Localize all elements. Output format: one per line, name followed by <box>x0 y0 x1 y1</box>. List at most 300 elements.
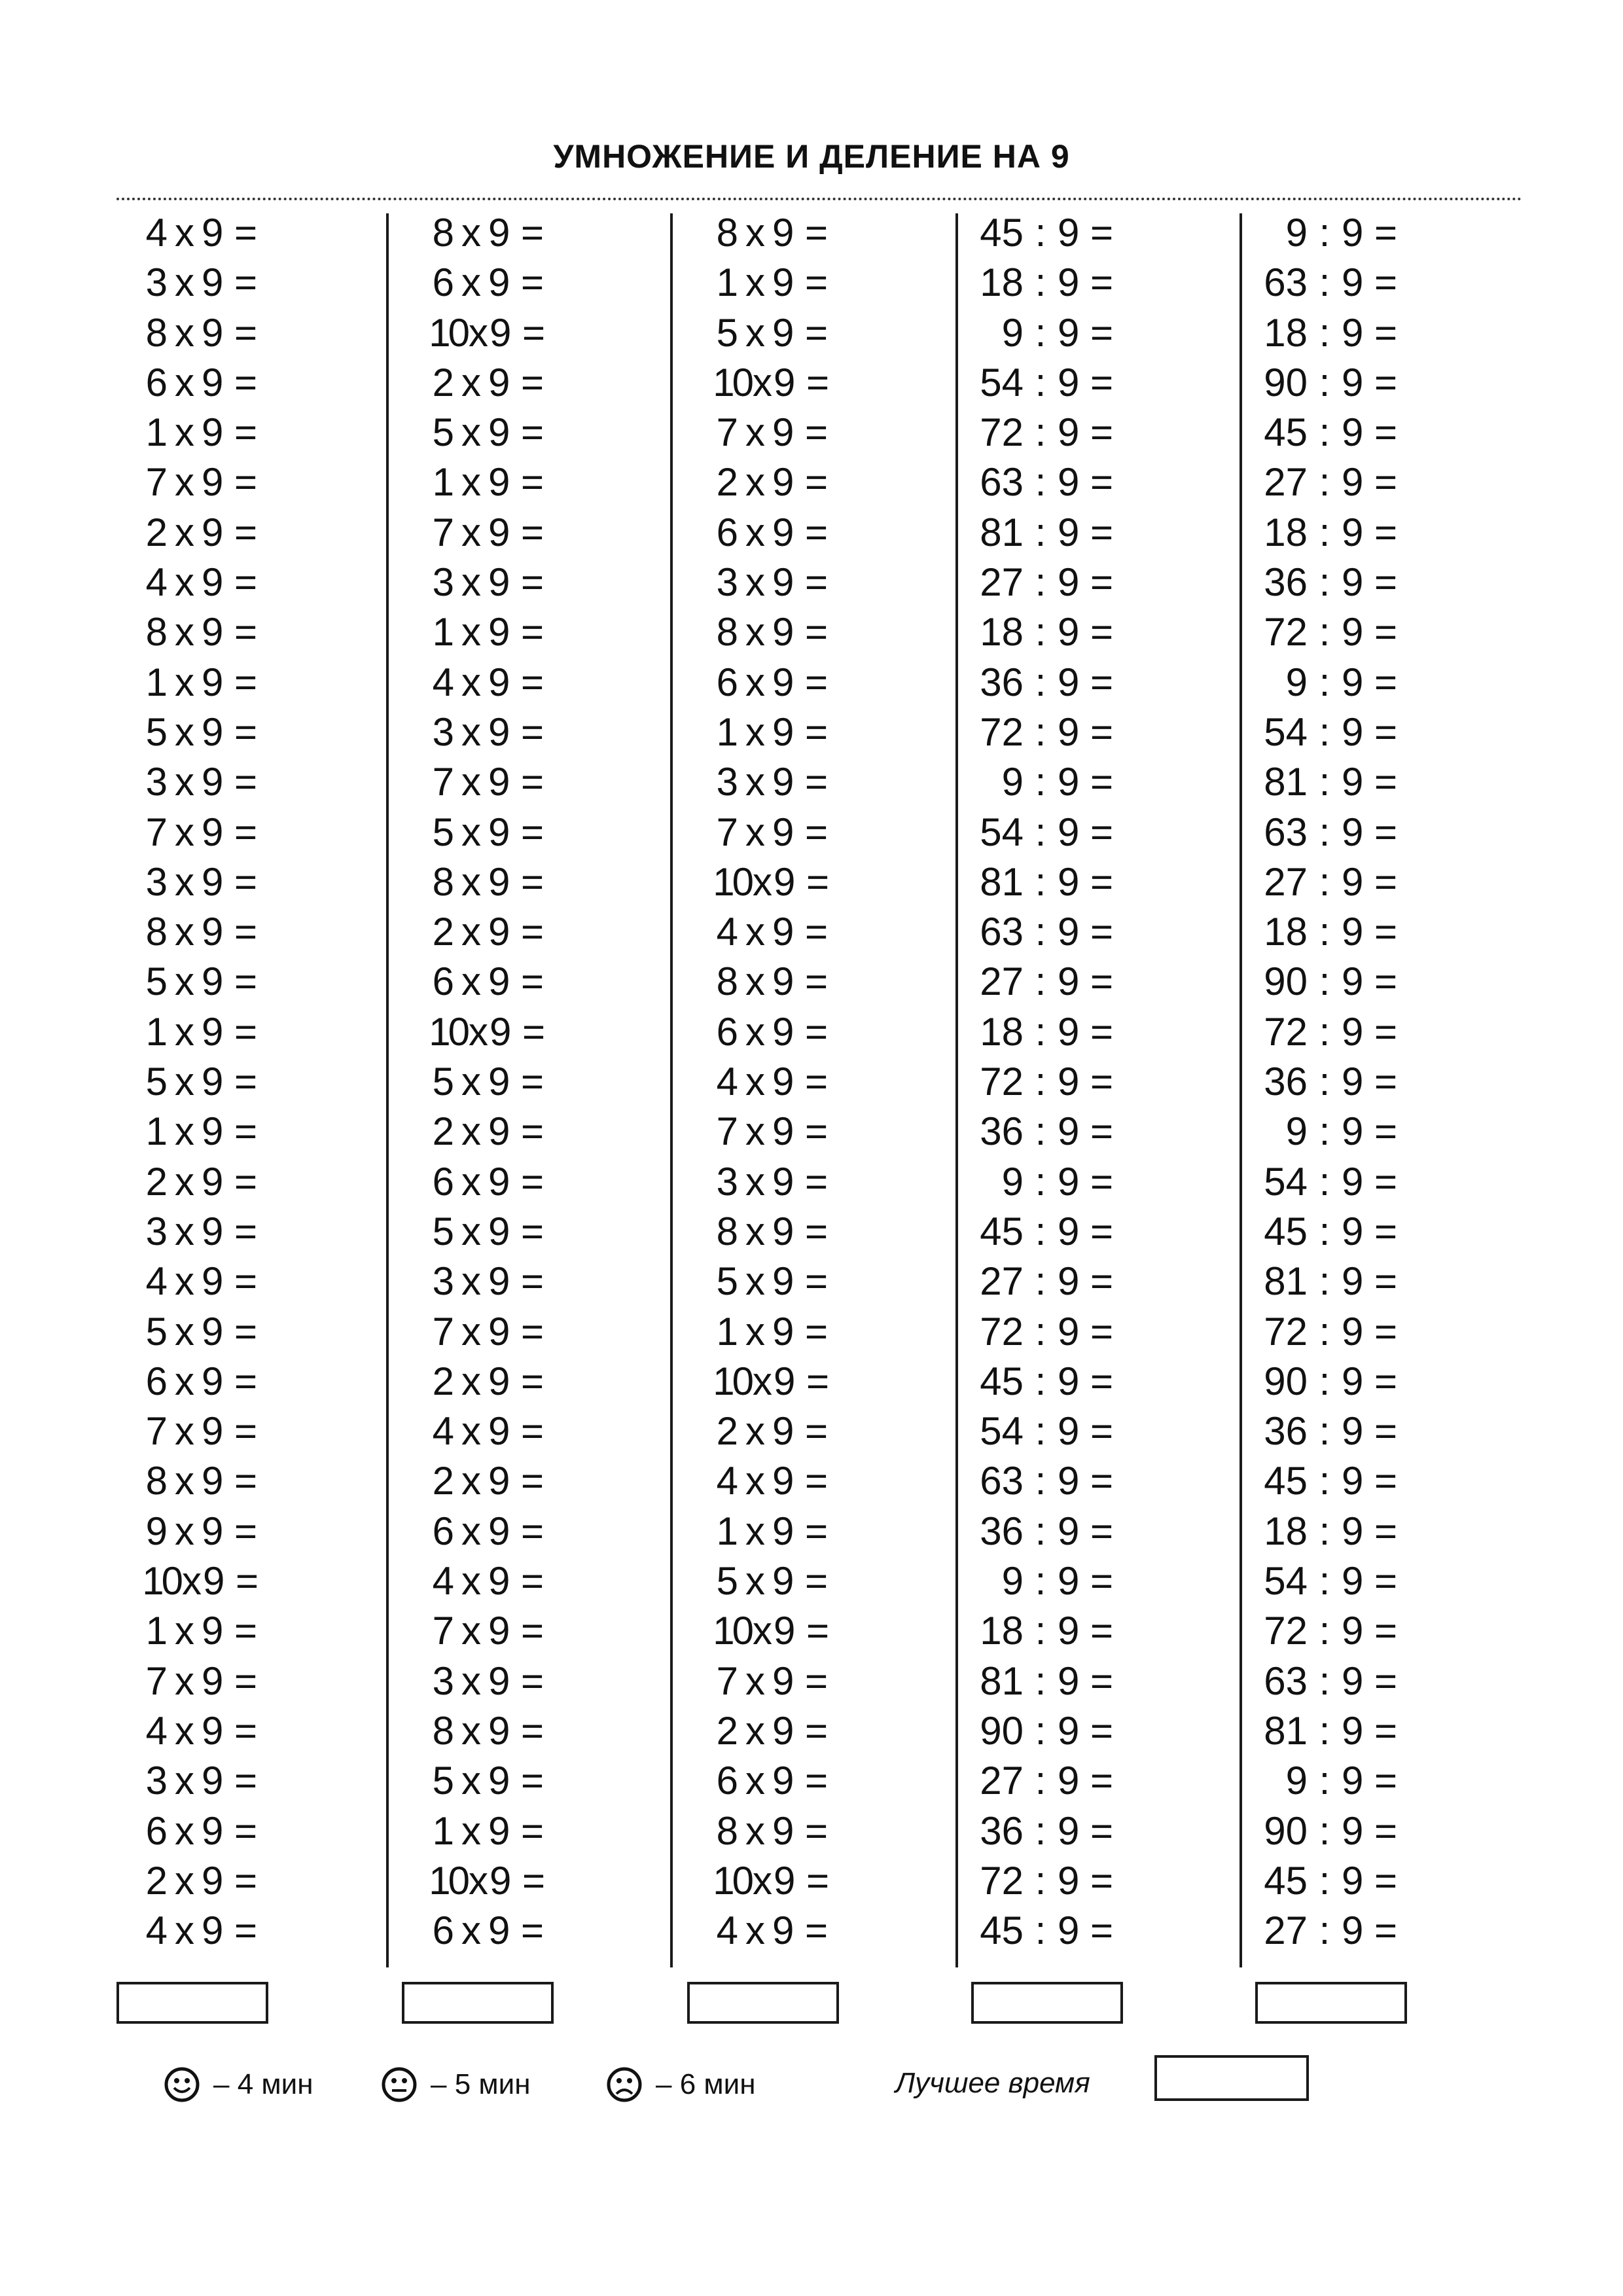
operand-b: 9 <box>1342 1259 1364 1304</box>
operand-a: 9 <box>1285 1109 1308 1154</box>
exercise-row <box>116 1307 378 1357</box>
operand-b: 9 <box>202 1609 224 1653</box>
operator: x <box>175 211 194 255</box>
operand-b: 9 <box>1058 560 1080 605</box>
operator: : <box>1319 1009 1330 1054</box>
exercise-row <box>116 558 378 607</box>
operator: x <box>745 1060 765 1104</box>
operand-a: 4 <box>716 910 738 954</box>
exercise-row <box>116 1706 378 1756</box>
operand-a: 10 <box>713 1609 751 1653</box>
exercise-row <box>116 1157 378 1207</box>
operator: x <box>461 560 481 605</box>
operand-a: 5 <box>145 1060 168 1104</box>
operator: : <box>1319 760 1330 804</box>
operator: : <box>1035 560 1046 605</box>
operand-a: 6 <box>432 260 454 305</box>
equals-sign: = <box>521 211 544 255</box>
operand-b: 9 <box>1342 1459 1364 1503</box>
operator: : <box>1035 709 1046 754</box>
exercise-row <box>116 258 378 308</box>
equals-sign: = <box>1090 1159 1114 1204</box>
operator: : <box>1035 1409 1046 1454</box>
exercise-row <box>1257 1407 1518 1456</box>
operand-a: 45 <box>980 211 1024 255</box>
operand-b: 9 <box>202 310 224 355</box>
exercise-column-4 <box>955 208 1217 1966</box>
operand-a: 1 <box>145 1109 168 1154</box>
exercise-row <box>687 457 949 507</box>
operand-a: 6 <box>716 660 738 704</box>
neutral-face-icon <box>380 2065 419 2104</box>
equals-sign: = <box>1374 410 1398 455</box>
equals-sign: = <box>1090 260 1114 305</box>
operator: x <box>175 910 194 954</box>
operand-a: 63 <box>1264 810 1308 854</box>
operand-a: 4 <box>716 1909 738 1953</box>
operand-a: 7 <box>432 1309 454 1354</box>
operand-a: 3 <box>432 1659 454 1703</box>
equals-sign: = <box>234 810 258 854</box>
operator: x <box>175 1060 194 1104</box>
score-box-2[interactable] <box>402 1982 554 2024</box>
exercise-row <box>687 1407 949 1456</box>
equals-sign: = <box>1090 1309 1114 1354</box>
operand-a: 27 <box>1264 859 1308 904</box>
exercise-row <box>403 457 665 507</box>
operand-b: 9 <box>1342 1609 1364 1653</box>
operand-b: 9 <box>772 1109 794 1154</box>
operand-b: 9 <box>202 1509 224 1553</box>
equals-sign: = <box>521 410 544 455</box>
operand-b: 9 <box>202 859 224 904</box>
exercise-row <box>1257 1507 1518 1556</box>
operand-b: 9 <box>490 1858 512 1903</box>
operator: : <box>1319 360 1330 404</box>
score-box-4[interactable] <box>971 1982 1123 2024</box>
operand-a: 1 <box>432 610 454 655</box>
exercise-row <box>687 1706 949 1756</box>
exercise-list <box>116 208 378 1956</box>
operand-b: 9 <box>202 460 224 505</box>
score-box-5[interactable] <box>1255 1982 1407 2024</box>
equals-sign: = <box>1374 610 1398 655</box>
operator: x <box>745 460 765 505</box>
operand-a: 2 <box>145 510 168 554</box>
exercise-row <box>116 1107 378 1157</box>
operand-a: 2 <box>432 910 454 954</box>
equals-sign: = <box>234 1109 258 1154</box>
exercise-row <box>1257 1906 1518 1956</box>
operand-a: 6 <box>432 960 454 1004</box>
exercise-list <box>972 208 1234 1956</box>
equals-sign: = <box>805 709 829 754</box>
exercise-row <box>116 757 378 807</box>
smiling-face-icon <box>162 2065 202 2104</box>
operator: x <box>745 1659 765 1703</box>
operand-b: 9 <box>488 1259 510 1304</box>
operator: : <box>1035 360 1046 404</box>
exercise-row <box>1257 1007 1518 1057</box>
operator: x <box>461 859 481 904</box>
operator: x <box>461 1409 481 1454</box>
exercise-row <box>1257 558 1518 607</box>
operand-b: 9 <box>1342 1858 1364 1903</box>
equals-sign: = <box>234 1409 258 1454</box>
score-box-1[interactable] <box>116 1982 268 2024</box>
operand-b: 9 <box>202 910 224 954</box>
equals-sign: = <box>1090 610 1114 655</box>
operator: x <box>175 1509 194 1553</box>
operator: x <box>745 660 765 704</box>
equals-sign: = <box>806 1359 830 1403</box>
operand-a: 18 <box>1264 910 1308 954</box>
operand-a: 10 <box>429 1858 467 1903</box>
operand-a: 2 <box>145 1858 168 1903</box>
equals-sign: = <box>1374 1759 1398 1803</box>
operand-a: 90 <box>1264 1359 1308 1403</box>
exercise-row <box>1257 1057 1518 1107</box>
operand-b: 9 <box>202 260 224 305</box>
operand-b: 9 <box>1342 410 1364 455</box>
exercise-row <box>116 907 378 957</box>
operand-b: 9 <box>1058 1909 1080 1953</box>
operator: : <box>1319 1109 1330 1154</box>
operand-b: 9 <box>202 1909 224 1953</box>
equals-sign: = <box>1374 709 1398 754</box>
exercise-row <box>403 658 665 708</box>
exercise-row <box>403 1756 665 1806</box>
best-time-box[interactable] <box>1154 2055 1309 2101</box>
equals-sign: = <box>234 1808 258 1853</box>
operator: : <box>1319 1309 1330 1354</box>
operator: x <box>461 1259 481 1304</box>
equals-sign: = <box>521 260 544 305</box>
equals-sign: = <box>234 1858 258 1903</box>
operand-a: 18 <box>1264 510 1308 554</box>
operand-b: 9 <box>1342 709 1364 754</box>
operand-b: 9 <box>488 709 510 754</box>
operand-b: 9 <box>202 1708 224 1753</box>
exercise-row <box>687 1507 949 1556</box>
exercise-row <box>972 1207 1234 1257</box>
operand-a: 5 <box>432 810 454 854</box>
exercise-row <box>403 957 665 1007</box>
exercise-row <box>403 508 665 558</box>
exercise-row <box>687 1906 949 1956</box>
operand-b: 9 <box>1342 260 1364 305</box>
exercise-row <box>403 1456 665 1506</box>
operand-b: 9 <box>488 1109 510 1154</box>
equals-sign: = <box>1374 310 1398 355</box>
operand-a: 4 <box>145 1708 168 1753</box>
exercise-row <box>687 957 949 1007</box>
operator: x <box>461 610 481 655</box>
operand-a: 45 <box>980 1909 1024 1953</box>
equals-sign: = <box>1090 560 1114 605</box>
operand-b: 9 <box>772 1808 794 1853</box>
equals-sign: = <box>234 1060 258 1104</box>
operand-b: 9 <box>1058 360 1080 404</box>
operand-b: 9 <box>202 1808 224 1853</box>
equals-sign: = <box>1090 360 1114 404</box>
operand-a: 45 <box>1264 410 1308 455</box>
operand-b: 9 <box>1058 1559 1080 1604</box>
equals-sign: = <box>805 810 829 854</box>
operator: : <box>1035 610 1046 655</box>
equals-sign: = <box>234 1708 258 1753</box>
operand-a: 10 <box>429 1009 467 1054</box>
equals-sign: = <box>234 660 258 704</box>
equals-sign: = <box>1374 1159 1398 1204</box>
operand-a: 3 <box>432 709 454 754</box>
equals-sign: = <box>805 211 829 255</box>
equals-sign: = <box>521 910 544 954</box>
operator: x <box>461 260 481 305</box>
exercise-row <box>972 1357 1234 1407</box>
operand-a: 72 <box>1264 1609 1308 1653</box>
exercise-row <box>972 1606 1234 1656</box>
exercise-row <box>116 1906 378 1956</box>
equals-sign: = <box>805 1159 829 1204</box>
exercise-row <box>972 1057 1234 1107</box>
operand-a: 6 <box>432 1509 454 1553</box>
operator: : <box>1035 410 1046 455</box>
operand-b: 9 <box>1058 1259 1080 1304</box>
exercise-row <box>687 607 949 657</box>
best-time-label: Лучшее время <box>895 2067 1090 2099</box>
operand-a: 81 <box>1264 760 1308 804</box>
operator: x <box>745 1209 765 1253</box>
equals-sign: = <box>234 910 258 954</box>
equals-sign: = <box>234 1209 258 1253</box>
operand-a: 7 <box>432 760 454 804</box>
exercise-row <box>972 708 1234 757</box>
exercise-row <box>972 1107 1234 1157</box>
equals-sign: = <box>1090 1659 1114 1703</box>
operator: x <box>745 960 765 1004</box>
exercise-row <box>403 757 665 807</box>
exercise-row <box>1257 1556 1518 1606</box>
operator: x <box>461 1309 481 1354</box>
exercise-row <box>116 1007 378 1057</box>
operand-b: 9 <box>202 1009 224 1054</box>
equals-sign: = <box>805 660 829 704</box>
equals-sign: = <box>1374 1708 1398 1753</box>
exercise-row <box>403 358 665 408</box>
equals-sign: = <box>234 1159 258 1204</box>
operand-a: 3 <box>432 560 454 605</box>
equals-sign: = <box>521 1209 544 1253</box>
exercise-row <box>403 1257 665 1306</box>
equals-sign: = <box>522 310 546 355</box>
operand-a: 18 <box>1264 1509 1308 1553</box>
operator: : <box>1035 910 1046 954</box>
operand-b: 9 <box>772 960 794 1004</box>
exercise-row <box>403 808 665 857</box>
column-separator <box>1240 213 1242 1967</box>
equals-sign: = <box>1374 1909 1398 1953</box>
equals-sign: = <box>1374 1060 1398 1104</box>
exercise-row <box>403 1307 665 1357</box>
exercise-row <box>972 408 1234 457</box>
operand-a: 18 <box>1264 310 1308 355</box>
operator: x <box>745 760 765 804</box>
operand-a: 27 <box>1264 1909 1308 1953</box>
operand-a: 8 <box>145 310 168 355</box>
operator: x <box>461 1909 481 1953</box>
operator: : <box>1035 260 1046 305</box>
operator: x <box>175 610 194 655</box>
operand-a: 2 <box>716 1708 738 1753</box>
operator: x <box>175 1409 194 1454</box>
equals-sign: = <box>1374 1009 1398 1054</box>
exercise-column-1 <box>116 208 378 1966</box>
operator: x <box>461 410 481 455</box>
operand-a: 7 <box>145 810 168 854</box>
exercise-row <box>972 1157 1234 1207</box>
operator: : <box>1035 1159 1046 1204</box>
equals-sign: = <box>521 1409 544 1454</box>
operand-b: 9 <box>202 760 224 804</box>
operator: x <box>745 1409 765 1454</box>
operator: : <box>1319 1459 1330 1503</box>
operator: x <box>745 1509 765 1553</box>
operand-a: 18 <box>980 610 1024 655</box>
operand-b: 9 <box>203 1559 225 1604</box>
operand-b: 9 <box>1058 1459 1080 1503</box>
exercise-row <box>116 208 378 258</box>
operand-a: 5 <box>432 410 454 455</box>
operand-a: 1 <box>145 1609 168 1653</box>
exercise-row <box>116 457 378 507</box>
operator: : <box>1035 460 1046 505</box>
exercise-row <box>116 1207 378 1257</box>
operator: : <box>1035 1509 1046 1553</box>
operator: x <box>461 1060 481 1104</box>
operator: x <box>745 1109 765 1154</box>
operand-b: 9 <box>202 1060 224 1104</box>
equals-sign: = <box>521 1808 544 1853</box>
exercise-row <box>1257 1307 1518 1357</box>
operand-a: 90 <box>1264 1808 1308 1853</box>
exercise-row <box>687 1556 949 1606</box>
equals-sign: = <box>1090 1708 1114 1753</box>
operand-b: 9 <box>772 910 794 954</box>
equals-sign: = <box>521 1159 544 1204</box>
operand-b: 9 <box>490 310 512 355</box>
operand-a: 8 <box>716 960 738 1004</box>
operator: x <box>745 1459 765 1503</box>
equals-sign: = <box>1374 1808 1398 1853</box>
operand-b: 9 <box>1342 1209 1364 1253</box>
column-separator <box>955 213 958 1967</box>
operand-a: 1 <box>145 410 168 455</box>
operand-b: 9 <box>772 1309 794 1354</box>
operand-a: 90 <box>1264 960 1308 1004</box>
equals-sign: = <box>1090 1109 1114 1154</box>
legend-text: – 4 мин <box>213 2068 313 2100</box>
operand-b: 9 <box>488 760 510 804</box>
score-box-3[interactable] <box>687 1982 839 2024</box>
operand-a: 1 <box>716 260 738 305</box>
exercise-row <box>972 1706 1234 1756</box>
exercise-column-5 <box>1240 208 1501 1966</box>
operator: x <box>461 1609 481 1653</box>
equals-sign: = <box>1090 1359 1114 1403</box>
exercise-row <box>403 1657 665 1706</box>
operand-b: 9 <box>1342 1509 1364 1553</box>
operand-a: 6 <box>716 1759 738 1803</box>
operand-a: 1 <box>432 1808 454 1853</box>
operand-a: 36 <box>980 1808 1024 1853</box>
exercise-row <box>972 1407 1234 1456</box>
exercise-row <box>1257 1157 1518 1207</box>
equals-sign: = <box>805 960 829 1004</box>
operand-a: 1 <box>432 460 454 505</box>
exercise-row <box>1257 457 1518 507</box>
operator: x <box>461 510 481 554</box>
equals-sign: = <box>1374 1409 1398 1454</box>
equals-sign: = <box>805 1708 829 1753</box>
operator: x <box>753 1609 772 1653</box>
operand-a: 27 <box>980 1259 1024 1304</box>
operand-b: 9 <box>1058 410 1080 455</box>
exercise-row <box>687 208 949 258</box>
operand-a: 3 <box>145 859 168 904</box>
operator: x <box>745 510 765 554</box>
operand-a: 45 <box>1264 1459 1308 1503</box>
operator: : <box>1319 610 1330 655</box>
equals-sign: = <box>805 1259 829 1304</box>
operand-a: 3 <box>145 1209 168 1253</box>
operand-b: 9 <box>488 1459 510 1503</box>
operand-a: 9 <box>1285 1759 1308 1803</box>
operator: x <box>461 910 481 954</box>
exercise-row <box>972 1756 1234 1806</box>
operand-a: 63 <box>980 460 1024 505</box>
operator: : <box>1035 510 1046 554</box>
operand-b: 9 <box>1342 560 1364 605</box>
operand-b: 9 <box>1058 760 1080 804</box>
operand-b: 9 <box>202 1209 224 1253</box>
exercise-row <box>116 607 378 657</box>
operator: : <box>1035 1708 1046 1753</box>
operator: x <box>461 760 481 804</box>
equals-sign: = <box>521 360 544 404</box>
operand-a: 3 <box>716 1159 738 1204</box>
exercise-row <box>1257 1257 1518 1306</box>
operand-a: 4 <box>145 211 168 255</box>
operand-b: 9 <box>488 1909 510 1953</box>
exercise-row <box>403 1606 665 1656</box>
exercise-row <box>972 508 1234 558</box>
exercise-row <box>403 1057 665 1107</box>
operator: x <box>461 460 481 505</box>
operand-a: 9 <box>1001 1159 1024 1204</box>
exercise-list <box>687 208 949 1956</box>
operand-b: 9 <box>774 1858 796 1903</box>
operand-a: 36 <box>1264 1409 1308 1454</box>
equals-sign: = <box>521 810 544 854</box>
operand-b: 9 <box>202 560 224 605</box>
operator: x <box>175 1309 194 1354</box>
operator: x <box>175 760 194 804</box>
operand-b: 9 <box>1342 1109 1364 1154</box>
exercise-row <box>972 258 1234 308</box>
equals-sign: = <box>1374 1858 1398 1903</box>
equals-sign: = <box>521 859 544 904</box>
